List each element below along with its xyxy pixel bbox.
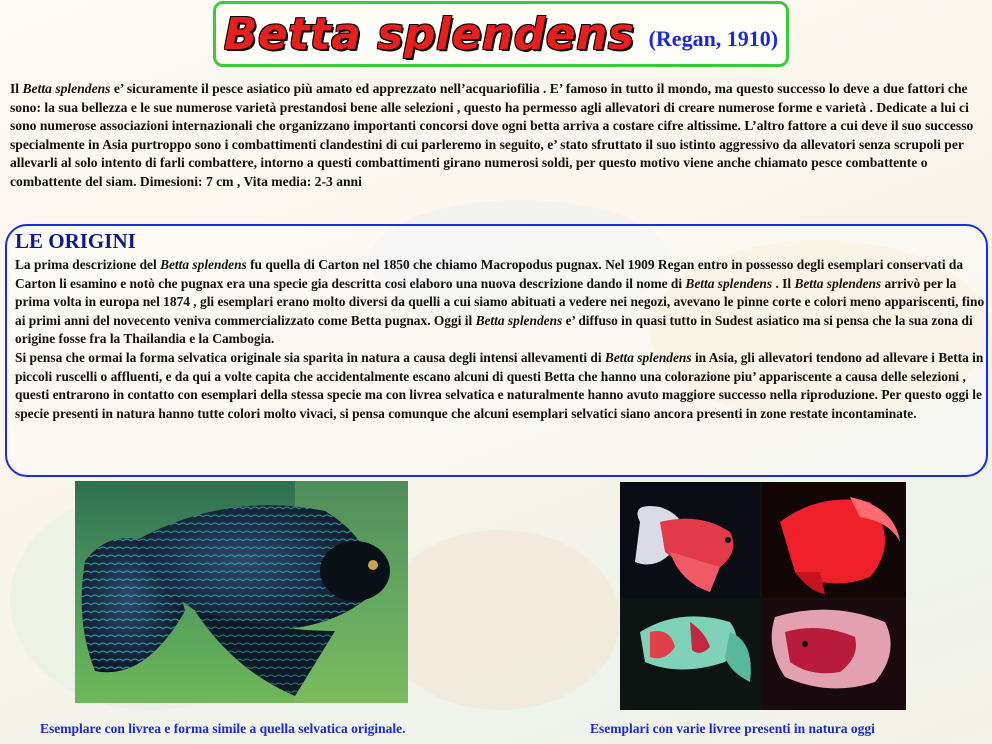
origini-paragraph-2: [15, 349, 985, 423]
wild-betta-image: [75, 481, 408, 703]
origini-text: e’ diffuso in quasi tutto in Sudest asiatico ma si pensa che la sua zona di origine fosse fra la Thailandia e la Cambogia.: [15, 312, 973, 347]
title-box: [213, 1, 789, 67]
colorful-bettas-collage: [620, 482, 906, 710]
intro-text: Il: [10, 81, 23, 96]
origini-text: fu quella di Carton nel 1850 che chiamo Macropodus pugnax. Nel 1909 Regan entro in possesso degli esemplari conservati da Carton li esamino e notò che pugnax era una specie gia descritta cosi elaboro una nuova descrizione dando il nome di: [15, 257, 964, 291]
origini-body: [15, 256, 985, 423]
species-name: Betta splendens: [160, 257, 247, 272]
colorful-bettas-image: [620, 482, 906, 710]
origini-text: arrivò per la prima volta in europa nel 1874 , gli esemplari erano molto diversi da quelli a cui siamo abituati a vedere nei negozi, avevano le pinne corte e colori meno appariscenti, fino ai primi anni del novecento veniva commercializzato come Betta pugnax. Oggi il: [15, 275, 985, 328]
species-name: Betta splendens: [604, 349, 692, 365]
page-title: Betta splendens: [223, 8, 635, 60]
origini-text: . Il: [772, 275, 795, 291]
origini-paragraph-1: [15, 256, 985, 349]
species-name: Betta splendens: [685, 275, 773, 291]
intro-text: e’ sicuramente il pesce asiatico più amato ed apprezzato nell’acquariofilia . E’ famoso in tutto il mondo, ma questo successo lo deve a due fattori che sono: la sua bellezza e le sue numerose varietà prestandosi bene alle selezioni , questo ha permesso agli allevatori di creare numerose forme e varietà . Dedicate a lui ci sono numerose associazioni internazionali che organizzano importanti concorsi dove ogni betta arriva a costare cifre altissime. L’altro fattore a cui deve il suo successo specialmente in Asia purtroppo sono i combattimenti clandestini di cui parleremo in seguito, e’ stato sfruttato il suo istinto aggressivo da allevatori senza scrupoli per allevarli al solo intento di farli combattere, intorno a questi combattimenti girano numerosi soldi, per questo motivo viene anche chiamato pesce combattente o combattente del siam. Dimesioni: 7 cm , Vita media: 2-3 anni: [10, 81, 974, 189]
title-author: (Regan, 1910): [648, 26, 779, 51]
origini-text: in Asia, gli allevatori tendono ad allevare i Betta in piccoli ruscelli o affluenti, e da qui a volte capita che accidentalmente escano alcuni di questi Betta che hanno una colorazione piu’ appariscente a causa delle selezioni , questi entrarono in contatto con esemplari della stessa specie ma con livrea selvatica e naturalmente hanno avuto maggiore successo nella riproduzione. Per questo oggi le specie presenti in natura hanno tutte colori molto vivaci, si pensa comunque che alcuni esemplari selvatici siano ancora presenti in zone restate incontaminate.: [15, 349, 984, 421]
caption-wild-betta: Esemplare con livrea e forma simile a quella selvatica originale.: [40, 721, 406, 736]
origini-text: Si pensa che ormai la forma selvatica originale sia sparita in natura a causa degli intensi allevamenti di: [15, 349, 605, 365]
origini-text: La prima descrizione del: [15, 257, 161, 272]
species-name: Betta splendens: [22, 81, 111, 96]
species-name: Betta splendens: [794, 275, 882, 291]
species-name: Betta splendens: [475, 312, 563, 328]
origini-heading: LE ORIGINI: [15, 229, 136, 253]
caption-colorful-bettas: Esemplari con varie livree presenti in natura oggi: [590, 721, 875, 736]
wild-betta-photo: [75, 481, 408, 703]
intro-paragraph: [10, 80, 985, 192]
